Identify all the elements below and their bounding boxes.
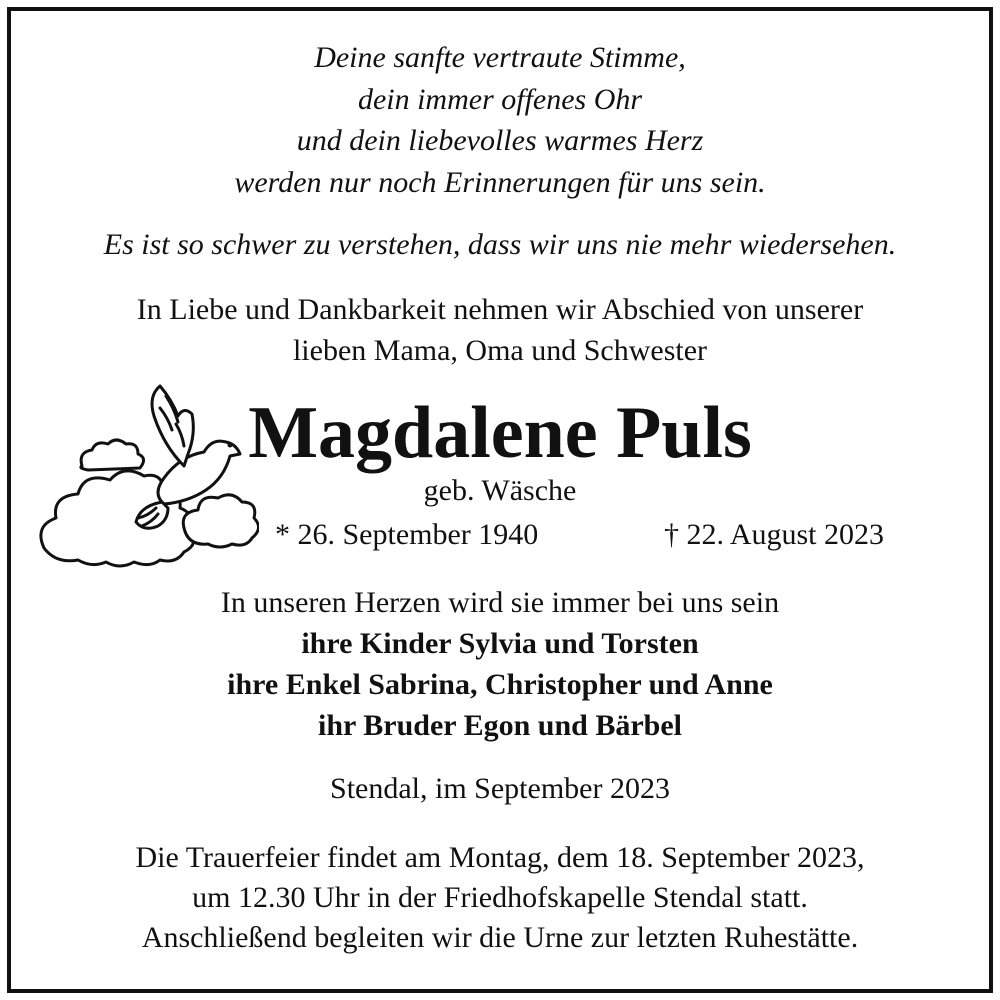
funeral-line: Anschließend begleiten wir die Urne zur letzten Ruhestätte. — [141, 921, 859, 954]
mourners-intro: In unseren Herzen wird sie immer bei uns sein — [220, 586, 780, 619]
funeral-line: um 12.30 Uhr in der Friedhofskapelle Stendal statt. — [192, 881, 808, 914]
place-date: Stendal, im September 2023 — [330, 772, 670, 805]
poem-line: werden nur noch Erinnerungen für uns sein. — [234, 166, 766, 199]
mourner-line: ihre Kinder Sylvia und Torsten — [301, 627, 699, 660]
intro-line: lieben Mama, Oma und Schwester — [292, 334, 708, 367]
maiden-name: geb. Wäsche — [423, 474, 577, 507]
verse-line: Es ist so schwer zu verstehen, dass wir uns nie mehr wiedersehen. — [103, 228, 897, 261]
intro-line: In Liebe und Dankbarkeit nehmen wir Abschied von unserer — [136, 293, 864, 326]
mourner-line: ihr Bruder Egon und Bärbel — [318, 709, 682, 742]
mourner-line: ihre Enkel Sabrina, Christopher und Anne — [227, 668, 773, 701]
poem-line: und dein liebevolles warmes Herz — [296, 124, 704, 157]
funeral-line: Die Trauerfeier findet am Montag, dem 18. September 2023, — [135, 841, 865, 874]
birth-date: * 26. September 1940 — [275, 518, 539, 551]
poem-line: dein immer offenes Ohr — [357, 83, 643, 116]
death-date: † 22. August 2023 — [664, 518, 885, 551]
deceased-name: Magdalene Puls — [248, 392, 752, 474]
poem-line: Deine sanfte vertraute Stimme, — [314, 41, 686, 74]
